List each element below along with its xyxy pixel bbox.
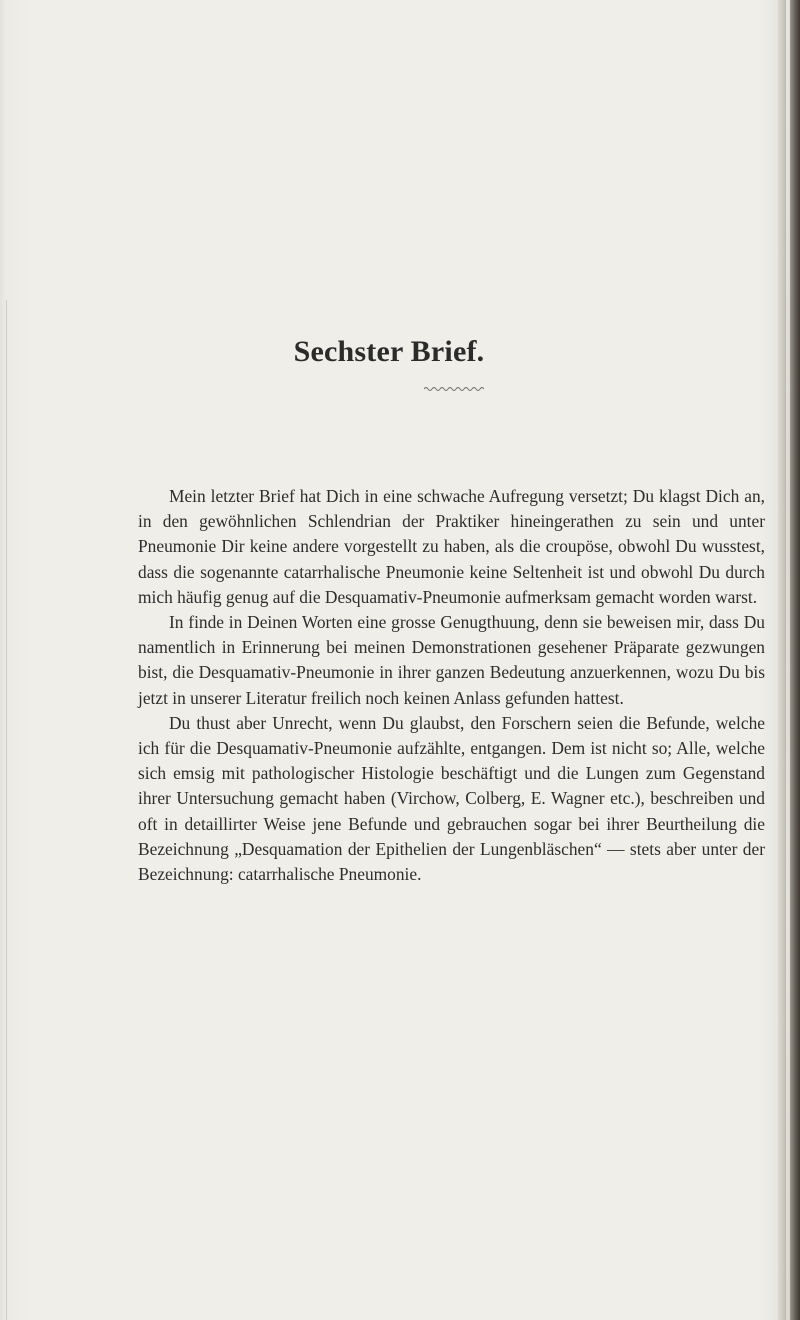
- page-edge-highlight: [786, 0, 790, 1320]
- letter-body: [138, 484, 765, 887]
- chapter-title: Sechster Brief.: [293, 335, 485, 368]
- paragraph-1: Mein letzter Brief hat Dich in eine schwache Aufregung versetzt; Du klagst Dich an, in den gewöhnlichen Schlendrian der Praktiker hineingerathen zu sein und unter Pneumonie Dir keine andere vorgestellt zu haben, als die croupöse, obwohl Du wusstest, dass die sogenannte catarrhalische Pneumonie keine Seltenheit ist und obwohl Du durch mich häufig genug auf die Desquamativ-Pneumonie aufmerksam gemacht worden warst.: [138, 486, 765, 607]
- page-gutter: [6, 300, 7, 1320]
- title-ornament: [424, 384, 484, 394]
- paragraph-3: Du thust aber Unrecht, wenn Du glaubst, den Forschern seien die Befunde, welche ich für die Desquamativ-Pneumonie aufzählte, entgangen. Dem ist nicht so; Alle, welche sich emsig mit pathologischer Histologie beschäftigt und die Lungen zum Gegenstand ihrer Untersuchung gemacht haben (Virchow, Colberg, E. Wagner etc.), beschreiben und oft in detaillirter Weise jene Befunde und gebrauchen sogar bei ihrer Beurtheilung die Bezeichnung „Desquamation der Epithelien der Lungenbläschen“ — stets aber unter der Bezeichnung: catarrhalische Pneumonie.: [138, 712, 765, 885]
- paragraph-2: In finde in Deinen Worten eine grosse Genugthuung, denn sie beweisen mir, dass Du namentlich in Erinnerung bei meinen Demonstrationen gesehener Präparate gezwungen bist, die Desquamativ-Pneumonie in ihrer ganzen Bedeutung anzuerkennen, wozu Du bis jetzt in unserer Literatur freilich noch keinen Anlass gefunden hattest.: [138, 612, 765, 708]
